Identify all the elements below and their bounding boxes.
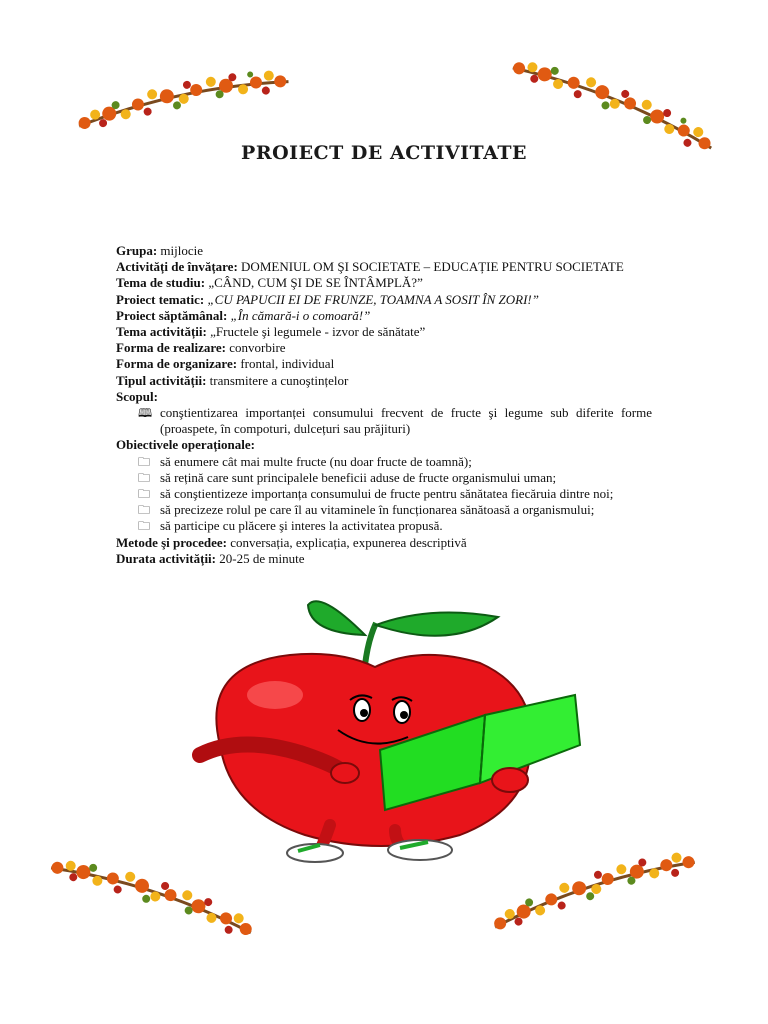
forma-organizare-value: frontal, individual — [237, 356, 335, 372]
scopul-item-text: conştientizarea importanței consumului frecvent de fructe şi legume sub diferite forme (proaspete, în compoturi, dulcețuri sau prăjituri) — [160, 405, 652, 437]
folder-icon: 🗀 — [138, 519, 151, 534]
proiect-saptamanal-label: Proiect săptămânal: — [116, 307, 228, 323]
open-book-icon: 🕮 — [138, 406, 153, 421]
activity-details — [116, 243, 652, 567]
forma-realizare-value: convorbire — [225, 340, 286, 356]
row-proiect-saptamanal — [116, 308, 652, 324]
durata-label: Durata activității: — [116, 550, 217, 566]
scopul-item — [138, 405, 652, 437]
tema-studiu-value: „CÂND, CUM ŞI DE SE ÎNTÂMPLĂ?” — [205, 275, 423, 291]
row-scopul — [116, 389, 652, 405]
proiect-tematic-value: „CU PAPUCII EI DE FRUNZE, TOAMNA A SOSIT ÎN ZORI!” — [204, 291, 539, 307]
folder-icon: 🗀 — [138, 487, 151, 502]
forma-organizare-label: Forma de organizare: — [116, 356, 238, 372]
row-durata — [116, 551, 652, 567]
row-forma-realizare — [116, 340, 652, 356]
row-grupa — [116, 243, 652, 259]
proiect-tematic-label: Proiect tematic: — [116, 291, 205, 307]
obiectiv-text: să enumere cât mai multe fructe (nu doar fructe de toamnă); — [160, 453, 472, 469]
obiectiv-item — [138, 470, 652, 486]
proiect-saptamanal-value: „În cămară-i o comoară!” — [227, 307, 371, 323]
row-activitati — [116, 259, 652, 275]
obiectiv-text: să precizeze rolul pe care îl au vitaminele în funcționarea sănătoasă a organismului; — [160, 502, 595, 518]
page-title: PROIECT DE ACTIVITATE — [241, 142, 527, 164]
obiective-label: Obiectivele operaționale: — [116, 437, 255, 453]
tipul-value: transmitere a cunoştințelor — [206, 372, 349, 388]
durata-value: 20-25 de minute — [216, 550, 305, 566]
row-forma-organizare — [116, 356, 652, 372]
row-proiect-tematic — [116, 292, 652, 308]
obiectiv-item — [138, 502, 652, 518]
grupa-value: mijlocie — [157, 243, 204, 258]
activitati-value: DOMENIUL OM ŞI SOCIETATE – EDUCAȚIE PENTRU SOCIETATE — [237, 259, 624, 275]
metode-value: conversația, explicația, expunerea descriptivă — [226, 534, 467, 550]
obiectiv-item — [138, 486, 652, 502]
obiectiv-text: să conştientizeze importanța consumului de fructe pentru sănătatea fiecăruia dintre noi; — [160, 486, 614, 502]
row-tema-studiu — [116, 275, 652, 291]
metode-label: Metode şi procedee: — [116, 534, 227, 550]
activitati-label: Activități de învățare: — [116, 259, 238, 275]
apple-reading-book-illustration — [180, 595, 590, 870]
folder-icon: 🗀 — [138, 454, 151, 469]
row-tipul — [116, 373, 652, 389]
obiectiv-text: să rețină care sunt principalele beneficii aduse de fructe organismului uman; — [160, 469, 557, 485]
folder-icon: 🗀 — [138, 470, 151, 485]
scopul-label: Scopul: — [116, 388, 158, 404]
obiectiv-text: să participe cu plăcere şi interes la activitatea propusă. — [160, 518, 443, 534]
grupa-label: Grupa: — [116, 243, 158, 258]
row-tema-activitatii — [116, 324, 652, 340]
tema-activitatii-label: Tema activității: — [116, 324, 207, 340]
row-metode — [116, 535, 652, 551]
autumn-garland-top-left — [68, 58, 298, 143]
tema-activitatii-value: „Fructele şi legumele - izvor de sănătate” — [206, 324, 426, 340]
tipul-label: Tipul activității: — [116, 372, 207, 388]
obiectiv-item — [138, 454, 652, 470]
tema-studiu-label: Tema de studiu: — [116, 275, 206, 291]
folder-icon: 🗀 — [138, 503, 151, 518]
obiectiv-item — [138, 518, 652, 534]
row-obiective — [116, 437, 652, 453]
forma-realizare-label: Forma de realizare: — [116, 340, 226, 356]
